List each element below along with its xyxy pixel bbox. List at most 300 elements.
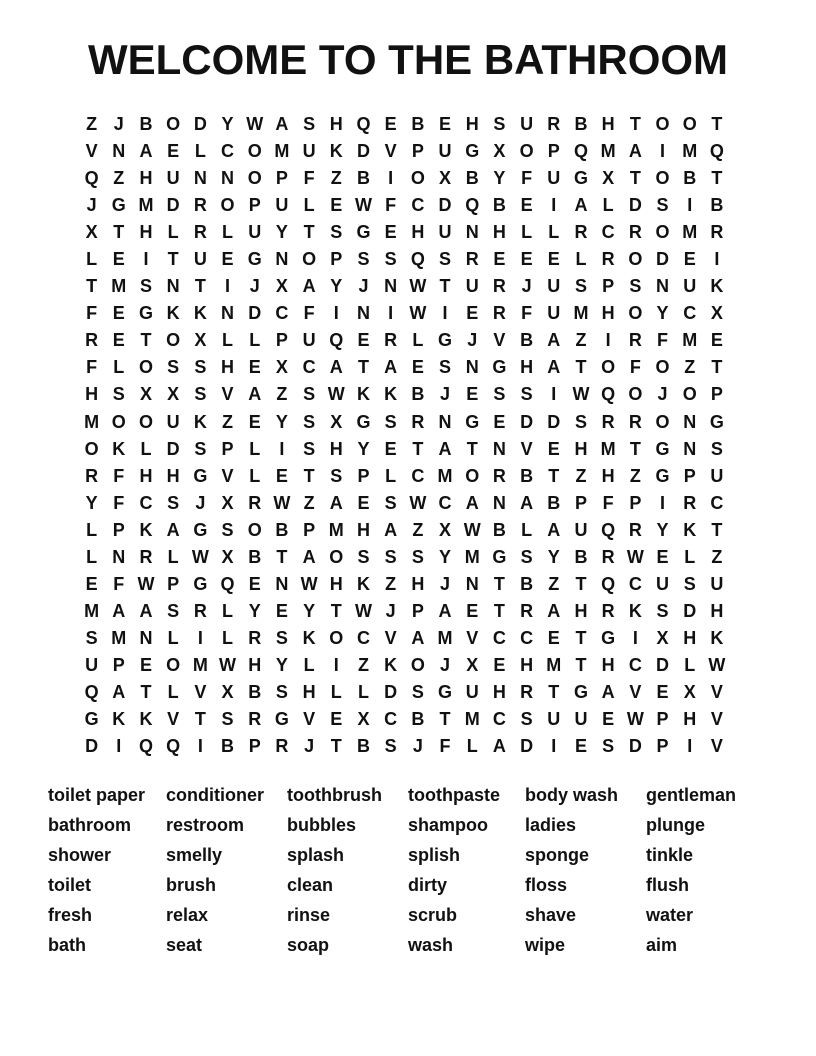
grid-letter: H bbox=[574, 600, 588, 621]
grid-letter: I bbox=[116, 736, 122, 757]
grid-letter: Q bbox=[166, 736, 181, 757]
grid-letter: I bbox=[551, 195, 557, 216]
grid-letter: E bbox=[384, 114, 397, 134]
grid-letter: E bbox=[275, 600, 288, 621]
grid-letter: Y bbox=[547, 546, 560, 567]
grid-letter: E bbox=[466, 303, 479, 324]
grid-letter: A bbox=[601, 681, 615, 702]
grid-letter: T bbox=[575, 357, 587, 378]
grid-row bbox=[78, 652, 816, 679]
grid-letter: L bbox=[113, 357, 125, 378]
grid-letter: G bbox=[356, 411, 371, 432]
grid-letter: E bbox=[411, 357, 424, 378]
grid-letter: S bbox=[167, 357, 180, 378]
grid-letter: F bbox=[86, 357, 98, 378]
grid-letter: D bbox=[438, 195, 452, 216]
grid-letter: W bbox=[626, 546, 644, 567]
grid-letter: T bbox=[466, 438, 478, 459]
grid-letter: Y bbox=[656, 519, 669, 540]
grid-letter: P bbox=[411, 600, 424, 621]
grid-letter: K bbox=[329, 141, 343, 162]
grid-letter: B bbox=[683, 168, 697, 189]
grid-letter: E bbox=[384, 438, 397, 459]
grid-letter: S bbox=[303, 438, 316, 459]
grid-letter: S bbox=[112, 384, 125, 405]
grid-letter: I bbox=[687, 736, 693, 757]
grid-letter: A bbox=[166, 519, 180, 540]
grid-letter: W bbox=[300, 573, 318, 594]
grid-letter: B bbox=[248, 546, 262, 567]
grid-letter: V bbox=[493, 330, 506, 351]
grid-letter: L bbox=[222, 222, 234, 243]
grid-letter: V bbox=[384, 141, 397, 162]
grid-letter: S bbox=[330, 222, 343, 243]
grid-letter: O bbox=[410, 654, 425, 675]
grid-letter: K bbox=[384, 654, 398, 675]
grid-letter: T bbox=[629, 168, 641, 189]
grid-letter: N bbox=[356, 303, 370, 324]
grid-letter: O bbox=[410, 168, 425, 189]
grid-letter: K bbox=[710, 627, 724, 648]
grid-letter: L bbox=[249, 330, 261, 351]
grid-letter: A bbox=[112, 681, 126, 702]
grid-letter: R bbox=[710, 222, 724, 243]
grid-letter: G bbox=[492, 357, 507, 378]
grid-letter: C bbox=[411, 465, 425, 486]
word-list-item: splish bbox=[408, 844, 461, 865]
grid-letter: Q bbox=[601, 573, 616, 594]
grid-letter: C bbox=[683, 303, 697, 324]
grid-letter: N bbox=[384, 276, 398, 297]
grid-letter: V bbox=[221, 384, 234, 405]
grid-letter: H bbox=[683, 627, 697, 648]
grid-letter: U bbox=[275, 195, 289, 216]
grid-letter: F bbox=[602, 492, 614, 513]
grid-letter: C bbox=[139, 492, 153, 513]
grid-letter: V bbox=[520, 438, 533, 459]
grid-letter: X bbox=[221, 492, 234, 513]
grid-letter: U bbox=[438, 222, 452, 243]
word-list-item: flush bbox=[646, 874, 689, 895]
grid-letter: B bbox=[520, 465, 534, 486]
grid-letter: C bbox=[384, 709, 398, 730]
grid-letter: B bbox=[547, 492, 561, 513]
word-list-item: splash bbox=[287, 844, 345, 865]
grid-letter: S bbox=[439, 357, 452, 378]
grid-letter: T bbox=[711, 114, 723, 134]
grid-letter: Y bbox=[275, 411, 288, 432]
word-list-item: wipe bbox=[525, 934, 566, 955]
grid-letter: G bbox=[573, 168, 588, 189]
grid-letter: U bbox=[302, 141, 316, 162]
grid-letter: K bbox=[302, 627, 316, 648]
grid-letter: D bbox=[656, 249, 670, 270]
word-list bbox=[48, 781, 816, 960]
grid-letter: N bbox=[275, 249, 289, 270]
grid-letter: Q bbox=[329, 330, 344, 351]
grid-letter: X bbox=[275, 357, 288, 378]
grid-letter: D bbox=[683, 600, 697, 621]
word-list-item: shampoo bbox=[408, 815, 489, 836]
grid-letter: I bbox=[442, 303, 448, 324]
grid-letter: R bbox=[248, 709, 262, 730]
grid-letter: O bbox=[84, 438, 99, 459]
grid-letter: R bbox=[601, 600, 615, 621]
grid-letter: Z bbox=[330, 168, 342, 189]
grid-letter: C bbox=[411, 195, 425, 216]
grid-row bbox=[78, 625, 816, 652]
grid-letter: C bbox=[520, 627, 534, 648]
grid-letter: X bbox=[683, 681, 696, 702]
grid-letter: H bbox=[574, 438, 588, 459]
grid-letter: G bbox=[573, 681, 588, 702]
grid-letter: B bbox=[492, 195, 506, 216]
grid-letter: U bbox=[438, 141, 452, 162]
word-list-item: shave bbox=[525, 904, 577, 925]
grid-letter: E bbox=[330, 195, 343, 216]
grid-letter: W bbox=[137, 573, 155, 594]
grid-letter: N bbox=[438, 411, 452, 432]
grid-letter: T bbox=[575, 573, 587, 594]
grid-letter: R bbox=[248, 627, 262, 648]
grid-letter: K bbox=[166, 303, 180, 324]
grid-row bbox=[78, 733, 816, 760]
grid-letter: S bbox=[357, 546, 370, 567]
grid-letter: J bbox=[440, 384, 451, 405]
grid-letter: I bbox=[197, 736, 203, 757]
grid-letter: G bbox=[274, 709, 289, 730]
word-list-item: shower bbox=[48, 844, 112, 865]
grid-letter: T bbox=[194, 709, 206, 730]
grid-letter: G bbox=[601, 627, 616, 648]
grid-letter: F bbox=[86, 303, 98, 324]
grid-letter: C bbox=[356, 627, 370, 648]
grid-letter: U bbox=[302, 330, 316, 351]
grid-letter: P bbox=[167, 573, 180, 594]
grid-letter: Q bbox=[465, 195, 480, 216]
grid-letter: R bbox=[628, 411, 642, 432]
grid-letter: G bbox=[356, 222, 371, 243]
grid-letter: H bbox=[411, 573, 425, 594]
grid-letter: R bbox=[520, 681, 534, 702]
grid-letter: T bbox=[629, 438, 641, 459]
grid-letter: T bbox=[548, 465, 560, 486]
grid-letter: B bbox=[139, 114, 153, 134]
grid-letter: Y bbox=[85, 492, 98, 513]
word-list-item: fresh bbox=[48, 904, 93, 925]
grid-letter: S bbox=[221, 709, 234, 730]
grid-row bbox=[78, 192, 816, 219]
grid-letter: D bbox=[656, 654, 670, 675]
grid-letter: Q bbox=[410, 249, 425, 270]
grid-letter: H bbox=[356, 519, 370, 540]
grid-letter: H bbox=[411, 222, 425, 243]
grid-letter: P bbox=[275, 330, 288, 351]
word-list-item: aim bbox=[646, 934, 678, 955]
grid-letter: J bbox=[440, 573, 451, 594]
grid-letter: R bbox=[193, 600, 207, 621]
grid-letter: M bbox=[682, 141, 698, 162]
grid-letter: V bbox=[85, 141, 98, 162]
grid-letter: E bbox=[112, 303, 125, 324]
grid-letter: P bbox=[275, 168, 288, 189]
grid-letter: M bbox=[464, 546, 480, 567]
grid-letter: K bbox=[710, 276, 724, 297]
word-list-item: relax bbox=[166, 904, 209, 925]
grid-letter: B bbox=[710, 195, 724, 216]
word-list-item: rinse bbox=[287, 904, 331, 925]
grid-letter: O bbox=[601, 357, 616, 378]
grid-letter: B bbox=[574, 546, 588, 567]
grid-letter: J bbox=[467, 330, 478, 351]
word-list-item: tinkle bbox=[646, 844, 694, 865]
grid-letter: M bbox=[111, 276, 127, 297]
grid-letter: M bbox=[138, 195, 154, 216]
grid-letter: O bbox=[655, 222, 670, 243]
grid-letter: R bbox=[492, 303, 506, 324]
grid-letter: E bbox=[384, 222, 397, 243]
grid-letter: D bbox=[547, 411, 561, 432]
grid-letter: K bbox=[193, 303, 207, 324]
grid-letter: E bbox=[493, 249, 506, 270]
grid-letter: S bbox=[520, 546, 533, 567]
grid-letter: L bbox=[684, 546, 696, 567]
grid-letter: T bbox=[303, 465, 315, 486]
grid-letter: F bbox=[629, 357, 641, 378]
grid-row bbox=[78, 354, 816, 381]
grid-letter: H bbox=[492, 681, 506, 702]
grid-letter: I bbox=[197, 627, 203, 648]
grid-letter: A bbox=[302, 546, 316, 567]
grid-letter: D bbox=[520, 411, 534, 432]
grid-letter: R bbox=[411, 411, 425, 432]
grid-letter: U bbox=[166, 168, 180, 189]
grid-letter: J bbox=[195, 492, 206, 513]
grid-letter: M bbox=[437, 465, 453, 486]
grid-row bbox=[78, 111, 816, 138]
grid-row bbox=[78, 571, 816, 598]
grid-letter: E bbox=[248, 357, 261, 378]
grid-letter: Z bbox=[303, 492, 315, 513]
word-list-item: smelly bbox=[166, 844, 223, 865]
grid-letter: R bbox=[275, 736, 289, 757]
grid-letter: U bbox=[547, 303, 561, 324]
word-list-item: soap bbox=[287, 934, 330, 955]
grid-letter: U bbox=[465, 681, 479, 702]
grid-letter: G bbox=[193, 573, 208, 594]
grid-letter: O bbox=[682, 384, 697, 405]
grid-letter: O bbox=[166, 654, 181, 675]
grid-letter: H bbox=[302, 681, 316, 702]
grid-letter: A bbox=[438, 438, 452, 459]
grid-letter: U bbox=[166, 411, 180, 432]
grid-row bbox=[78, 490, 816, 517]
grid-letter: S bbox=[275, 627, 288, 648]
grid-letter: B bbox=[574, 114, 588, 134]
word-list-item: toilet paper bbox=[48, 785, 146, 806]
grid-letter: R bbox=[628, 222, 642, 243]
word-list-item: plunge bbox=[646, 815, 705, 836]
grid-letter: T bbox=[493, 573, 505, 594]
grid-letter: S bbox=[683, 573, 696, 594]
grid-letter: I bbox=[660, 492, 666, 513]
grid-letter: K bbox=[112, 709, 126, 730]
grid-letter: S bbox=[194, 357, 207, 378]
word-list-item: bath bbox=[48, 934, 86, 955]
grid-letter: C bbox=[601, 222, 615, 243]
grid-letter: D bbox=[520, 736, 534, 757]
grid-letter: H bbox=[329, 114, 343, 134]
word-list-item: toilet bbox=[48, 874, 91, 895]
grid-letter: V bbox=[629, 681, 642, 702]
grid-letter: H bbox=[520, 654, 534, 675]
grid-letter: N bbox=[221, 303, 235, 324]
grid-letter: E bbox=[221, 249, 234, 270]
grid-letter: Z bbox=[548, 573, 560, 594]
word-list-item: gentleman bbox=[646, 785, 737, 806]
grid-row bbox=[78, 219, 816, 246]
grid-letter: L bbox=[140, 438, 152, 459]
grid-letter: H bbox=[683, 709, 697, 730]
grid-letter: B bbox=[465, 168, 479, 189]
grid-letter: L bbox=[602, 195, 614, 216]
grid-letter: D bbox=[166, 438, 180, 459]
grid-letter: I bbox=[660, 141, 666, 162]
grid-letter: S bbox=[303, 411, 316, 432]
grid-letter: B bbox=[275, 519, 289, 540]
grid-letter: E bbox=[357, 492, 370, 513]
grid-letter: K bbox=[356, 384, 370, 405]
grid-letter: D bbox=[248, 303, 262, 324]
grid-letter: H bbox=[248, 654, 262, 675]
grid-letter: X bbox=[194, 330, 207, 351]
grid-letter: U bbox=[710, 573, 724, 594]
grid-letter: A bbox=[438, 600, 452, 621]
grid-letter: U bbox=[520, 114, 534, 134]
word-list-item: clean bbox=[287, 874, 334, 895]
grid-letter: L bbox=[303, 195, 315, 216]
grid-letter: R bbox=[193, 222, 207, 243]
word-list-item: restroom bbox=[166, 815, 245, 836]
grid-letter: W bbox=[626, 709, 644, 730]
grid-letter: L bbox=[167, 546, 179, 567]
grid-row bbox=[78, 409, 816, 436]
grid-row bbox=[78, 436, 816, 463]
grid-letter: U bbox=[574, 519, 588, 540]
grid-letter: L bbox=[412, 330, 424, 351]
grid-letter: P bbox=[221, 438, 234, 459]
grid-letter: H bbox=[601, 654, 615, 675]
grid-letter: V bbox=[384, 627, 397, 648]
grid-letter: A bbox=[547, 330, 561, 351]
grid-row bbox=[78, 463, 816, 490]
grid-letter: S bbox=[520, 709, 533, 730]
grid-letter: A bbox=[628, 141, 642, 162]
grid-letter: D bbox=[384, 681, 398, 702]
grid-letter: T bbox=[412, 438, 424, 459]
grid-letter: L bbox=[548, 222, 560, 243]
grid-letter: H bbox=[329, 573, 343, 594]
grid-letter: H bbox=[465, 114, 479, 134]
grid-row bbox=[78, 706, 816, 733]
grid-letter: A bbox=[547, 600, 561, 621]
grid-letter: V bbox=[466, 627, 479, 648]
grid-letter: K bbox=[628, 600, 642, 621]
grid-letter: R bbox=[85, 330, 99, 351]
grid-letter: P bbox=[602, 276, 615, 297]
grid-letter: N bbox=[465, 357, 479, 378]
grid-letter: R bbox=[601, 546, 615, 567]
grid-letter: H bbox=[139, 465, 153, 486]
grid-letter: Y bbox=[303, 600, 316, 621]
grid-letter: A bbox=[520, 492, 534, 513]
grid-letter: R bbox=[574, 222, 588, 243]
grid-letter: E bbox=[602, 709, 615, 730]
grid-letter: E bbox=[439, 114, 452, 134]
grid-letter: H bbox=[329, 438, 343, 459]
grid-letter: Q bbox=[84, 681, 99, 702]
word-list-item: bubbles bbox=[287, 815, 357, 836]
grid-letter: M bbox=[274, 141, 290, 162]
grid-letter: C bbox=[492, 627, 506, 648]
grid-letter: X bbox=[710, 303, 723, 324]
grid-letter: I bbox=[333, 654, 339, 675]
grid-letter: O bbox=[655, 411, 670, 432]
grid-letter: R bbox=[547, 114, 561, 134]
grid-letter: E bbox=[547, 627, 560, 648]
grid-letter: S bbox=[656, 195, 669, 216]
grid-letter: A bbox=[492, 736, 506, 757]
grid-letter: D bbox=[166, 195, 180, 216]
grid-letter: A bbox=[275, 114, 289, 134]
grid-letter: Z bbox=[385, 573, 397, 594]
grid-letter: H bbox=[601, 465, 615, 486]
grid-letter: W bbox=[409, 276, 427, 297]
grid-letter: A bbox=[248, 384, 262, 405]
grid-letter: R bbox=[248, 492, 262, 513]
grid-letter: X bbox=[439, 168, 452, 189]
grid-letter: T bbox=[711, 168, 723, 189]
grid-letter: H bbox=[601, 114, 615, 134]
grid-letter: P bbox=[357, 465, 370, 486]
grid-letter: B bbox=[520, 573, 534, 594]
grid-letter: D bbox=[356, 141, 370, 162]
grid-letter: L bbox=[222, 627, 234, 648]
grid-letter: O bbox=[655, 357, 670, 378]
grid-letter: G bbox=[655, 465, 670, 486]
grid-letter: C bbox=[628, 654, 642, 675]
grid-letter: R bbox=[628, 330, 642, 351]
grid-letter: Y bbox=[357, 438, 370, 459]
grid-letter: O bbox=[166, 330, 181, 351]
grid-letter: U bbox=[547, 709, 561, 730]
grid-letter: M bbox=[84, 411, 100, 432]
grid-letter: B bbox=[248, 681, 262, 702]
grid-letter: J bbox=[304, 736, 315, 757]
grid-letter: E bbox=[520, 195, 533, 216]
grid-letter: J bbox=[86, 195, 97, 216]
grid-letter: J bbox=[249, 276, 260, 297]
grid-letter: H bbox=[221, 357, 235, 378]
grid-letter: G bbox=[465, 411, 480, 432]
grid-letter: S bbox=[221, 519, 234, 540]
grid-letter: T bbox=[330, 600, 342, 621]
grid-letter: Z bbox=[113, 168, 125, 189]
grid-letter: T bbox=[439, 276, 451, 297]
grid-letter: T bbox=[167, 249, 179, 270]
grid-letter: J bbox=[521, 276, 532, 297]
grid-letter: R bbox=[601, 249, 615, 270]
